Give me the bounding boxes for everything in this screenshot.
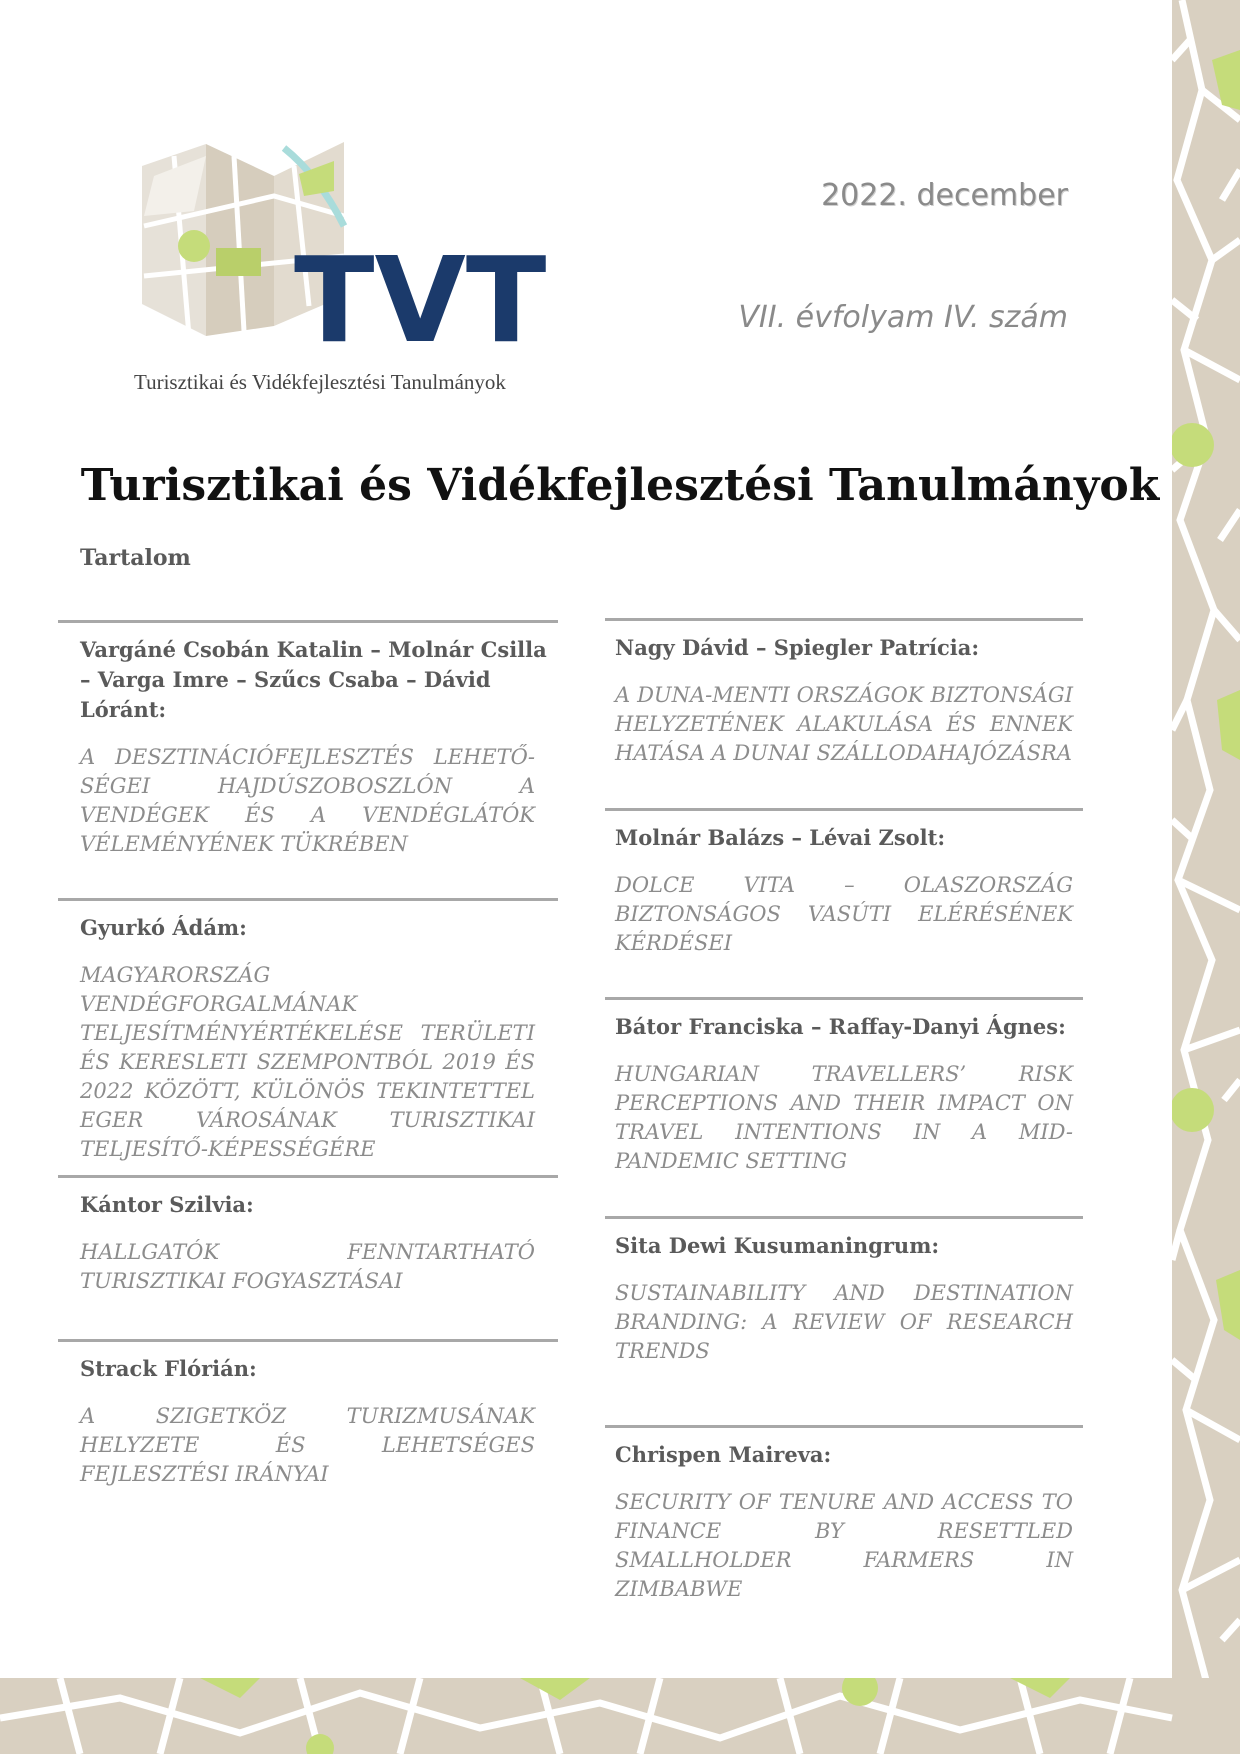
entry-authors: Molnár Balázs – Lévai Zsolt: [615,825,946,850]
toc-entry[interactable] [605,808,1083,958]
toc-heading: Tartalom [80,545,191,571]
toc-entry[interactable] [605,997,1083,1176]
journal-title: Turisztikai és Vidékfejlesztési Tanulmányok [80,460,1160,511]
toc-entry[interactable] [605,1425,1083,1604]
entry-title[interactable]: SECURITY OF TENURE AND ACCESS TO FINANCE BY RESETTLED SMALLHOLDER FARMERS IN ZIMBABWE [615,1490,1073,1601]
toc-entry[interactable] [58,620,558,859]
entry-authors: Vargáné Csobán Katalin – Molnár Csilla – Varga Imre – Szűcs Csaba – Dávid Lóránt: [80,637,547,722]
entry-authors: Strack Flórián: [80,1356,257,1381]
toc-entry[interactable] [58,1339,558,1489]
entry-authors: Nagy Dávid – Spiegler Patrícia: [615,635,980,660]
entry-title[interactable]: SUSTAINABILITY AND DESTINATION BRANDING: A REVIEW OF RESEARCH TRENDS [615,1281,1073,1363]
entry-authors: Kántor Szilvia: [80,1192,254,1217]
entry-authors: Gyurkó Ádám: [80,915,247,940]
toc-entry[interactable] [605,1216,1083,1366]
map-pattern-border-right [1172,0,1240,1754]
map-pattern-border-bottom [0,1678,1240,1754]
entry-title[interactable]: HUNGARIAN TRAVELLERS’ RISK PERCEPTIONS AND THEIR IMPACT ON TRAVEL INTENTIONS IN A MID-PANDEMIC SETTING [615,1062,1073,1173]
entry-title[interactable]: A DESZTINÁCIÓFEJLESZTÉS LEHETŐ-SÉGEI HAJDÚSZOBOSZLÓN A VENDÉGEK ÉS A VENDÉGLÁTÓK VÉLEMÉNYÉNEK TÜKRÉBEN [80,745,535,856]
toc-entry[interactable] [58,1175,558,1296]
toc-entry[interactable] [605,618,1083,768]
issue-date: 2022. december [821,178,1068,213]
entry-title[interactable]: A DUNA-MENTI ORSZÁGOK BIZTONSÁGI HELYZETÉNEK ALAKULÁSA ÉS ENNEK HATÁSA A DUNAI SZÁLLODAHAJÓZÁSRA [615,683,1073,765]
entry-authors: Sita Dewi Kusumaningrum: [615,1233,940,1258]
entry-authors: Bátor Franciska – Raffay-Danyi Ágnes: [615,1014,1066,1039]
logo-subtitle: Turisztikai és Vidékfejlesztési Tanulmányok [134,370,506,394]
entry-title[interactable]: DOLCE VITA – OLASZORSZÁG BIZTONSÁGOS VASÚTI ELÉRÉSÉNEK KÉRDÉSEI [615,873,1073,955]
entry-authors: Chrispen Maireva: [615,1442,832,1467]
journal-logo [134,136,547,396]
logo-wordmark: TVT [294,231,547,369]
entry-title[interactable]: HALLGATÓK FENNTARTHATÓ TURISZTIKAI FOGYASZTÁSAI [80,1240,535,1293]
entry-title[interactable]: A SZIGETKÖZ TURIZMUSÁNAK HELYZETE ÉS LEHETSÉGES FEJLESZTÉSI IRÁNYAI [80,1404,535,1486]
entry-title[interactable]: MAGYARORSZÁG VENDÉGFORGALMÁNAK TELJESÍTMÉNYÉRTÉKELÉSE TERÜLETI ÉS KERESLETI SZEMPONTBÓL 2019 ÉS 2022 KÖZÖTT, KÜLÖNÖS TEKINTETTEL EGER VÁROSÁNAK TURISZTIKAI TELJESÍTŐ-KÉPESSÉGÉRE [80,963,535,1161]
issue-volume: VII. évfolyam IV. szám [738,300,1068,335]
toc-entry[interactable] [58,898,558,1164]
